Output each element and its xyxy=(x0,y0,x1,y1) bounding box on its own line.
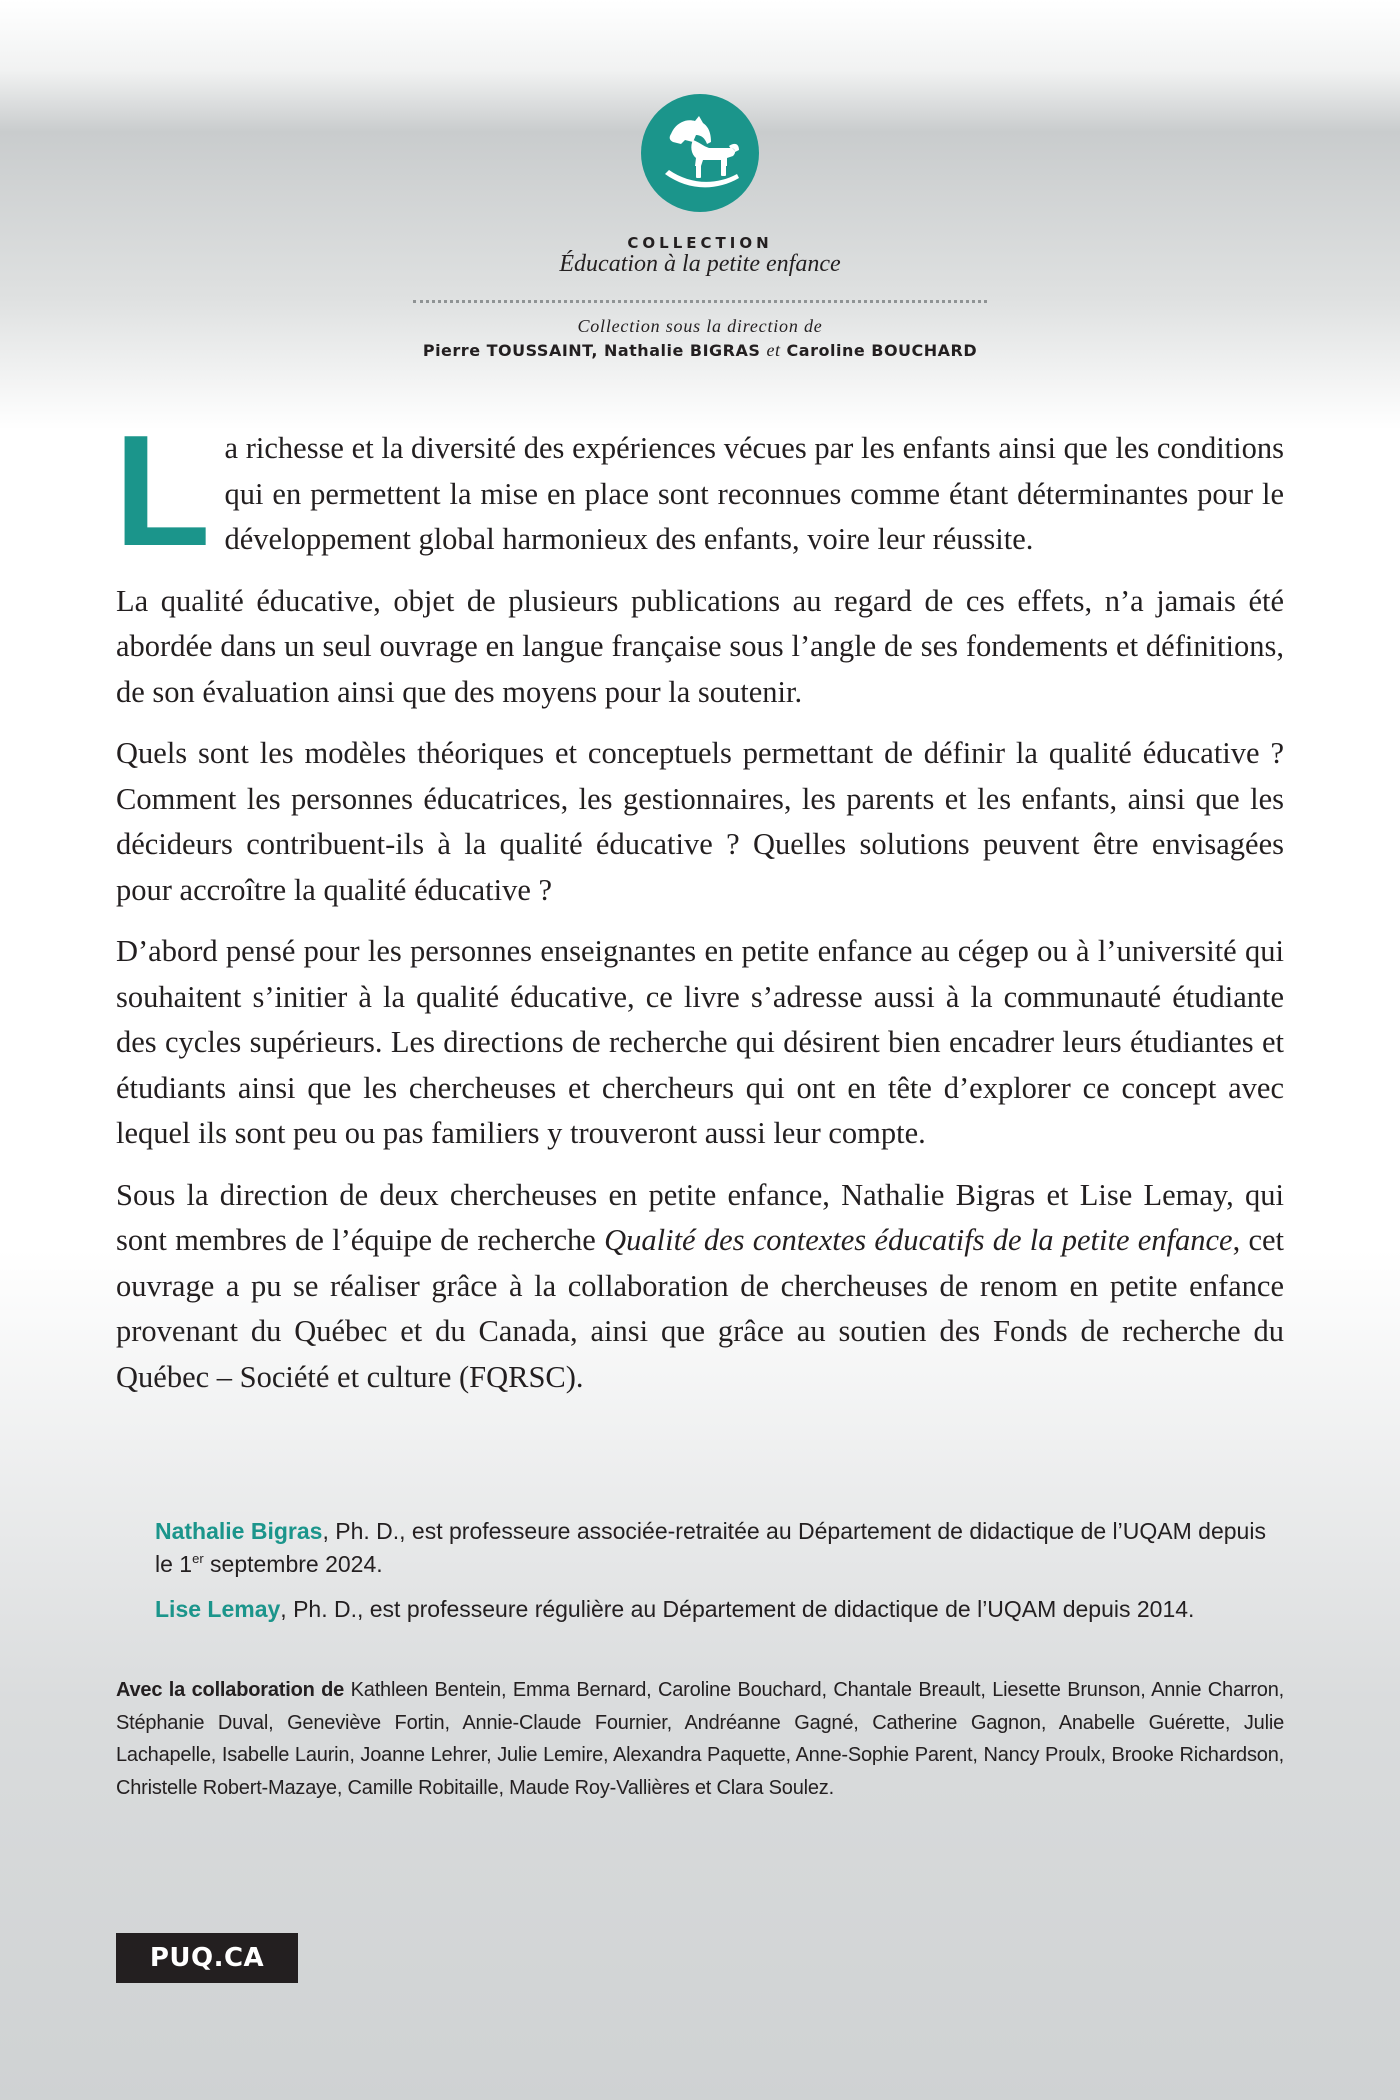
rocking-horse-icon xyxy=(641,94,759,212)
paragraph: D’abord pensé pour les personnes enseignantes en petite enfance au cégep ou à l’université qui souhaitent s’initier à la qualité éducative, ce livre s’adresse aussi à la communauté étudiante des cycles supérieurs. Les directions de recherche qui désirent bien encadrer leurs étudiantes et étudiants ainsi que les chercheuses et chercheurs qui ont en tête d’explorer ce concept avec lequel ils sont peu ou pas familiers y trouveront aussi leur compte. xyxy=(116,934,1284,1150)
ordinal-suffix: er xyxy=(192,1551,204,1566)
author-bio-text: , Ph. D., est professeure régulière au Département de didactique de l’UQAM depuis 2014. xyxy=(280,1596,1195,1622)
collaborators xyxy=(116,1674,1284,1804)
drop-cap: L xyxy=(114,403,211,579)
back-cover-description xyxy=(114,403,1284,1416)
editor-name: Pierre TOUSSAINT xyxy=(422,341,592,360)
collection-label: COLLECTION xyxy=(627,234,773,252)
research-team-title: Qualité des contextes éducatifs de la petite enfance xyxy=(604,1223,1233,1257)
paragraph-text: , cet ouvrage a pu se réaliser grâce à la collaboration de chercheuses de renom en petite enfance provenant du Québec et du Canada, ainsi que grâce au soutien des Fonds de recherche du Québec – Société et culture (FQRSC). xyxy=(116,1223,1284,1394)
paragraph xyxy=(116,1173,1284,1401)
paragraph-text: a richesse et la diversité des expériences vécues par les enfants ainsi que les conditions qui en permettent la mise en place sont reconnues comme étant déterminantes pour le développement global harmonieux des enfants, voire leur réussite. xyxy=(224,431,1284,556)
direction-label: Collection sous la direction de xyxy=(577,316,823,336)
dotted-divider xyxy=(413,300,987,303)
author-bio-text: septembre 2024. xyxy=(203,1551,383,1577)
collection-title: Éducation à la petite enfance xyxy=(559,251,841,277)
paragraph: La qualité éducative, objet de plusieurs publications au regard de ces effets, n’a jamais été abordée dans un seul ouvrage en langue française sous l’angle de ses fondements et définitions, de son évaluation ainsi que des moyens pour la soutenir. xyxy=(116,583,1284,709)
editor-conjunction: et xyxy=(766,340,781,360)
author-bio-text: , Ph. D., est professeure associée-retraitée au Département de didactique de l’UQAM depuis le 1 xyxy=(155,1518,1266,1577)
collaborators-list: Kathleen Bentein, Emma Bernard, Caroline Bouchard, Chantale Breault, Liesette Brunson, Annie Charron, Stéphanie Duval, Geneviève Fortin, Annie-Claude Fournier, Andréanne Gagné, Catherine Gagnon, Anabelle Guérette, Julie Lachapelle, Isabelle Laurin, Joanne Lehrer, Julie Lemire, Alexandra Paquette, Anne-Sophie Parent, Nancy Proulx, Brooke Richardson, Christelle Robert-Mazaye, Camille Robitaille, Maude Roy-Vallières et Clara Soulez. xyxy=(116,1679,1284,1799)
editor-name: Nathalie BIGRAS xyxy=(603,341,761,360)
collection-header xyxy=(0,0,1400,420)
paragraph: Quels sont les modèles théoriques et conceptuels permettant de définir la qualité éducative ? Comment les personnes éducatrices, les gestionnaires, les parents et les enfants, ainsi que les décideurs contribuent-ils à la qualité éducative ? Quelles solutions peuvent être envisagées pour accroître la qualité éducative ? xyxy=(116,736,1284,907)
collection-editors xyxy=(0,340,1400,361)
paragraph-intro xyxy=(114,403,1284,579)
author-name: Nathalie Bigras xyxy=(155,1518,323,1544)
author-bio xyxy=(155,1593,1285,1626)
editor-name: Caroline BOUCHARD xyxy=(786,341,978,360)
author-bio xyxy=(155,1515,1285,1581)
author-name: Lise Lemay xyxy=(155,1596,281,1622)
collaborators-label: Avec la collaboration de xyxy=(116,1679,345,1701)
paragraph-text: Sous la direction de deux chercheuses en petite enfance, Nathalie Bigras et Lise Lemay, qui sont membres de l’équipe de recherche xyxy=(116,1177,1284,1257)
publisher-website-badge: PUQ.CA xyxy=(116,1933,298,1983)
author-bios xyxy=(155,1515,1285,1638)
editor-separator: , xyxy=(591,341,598,360)
